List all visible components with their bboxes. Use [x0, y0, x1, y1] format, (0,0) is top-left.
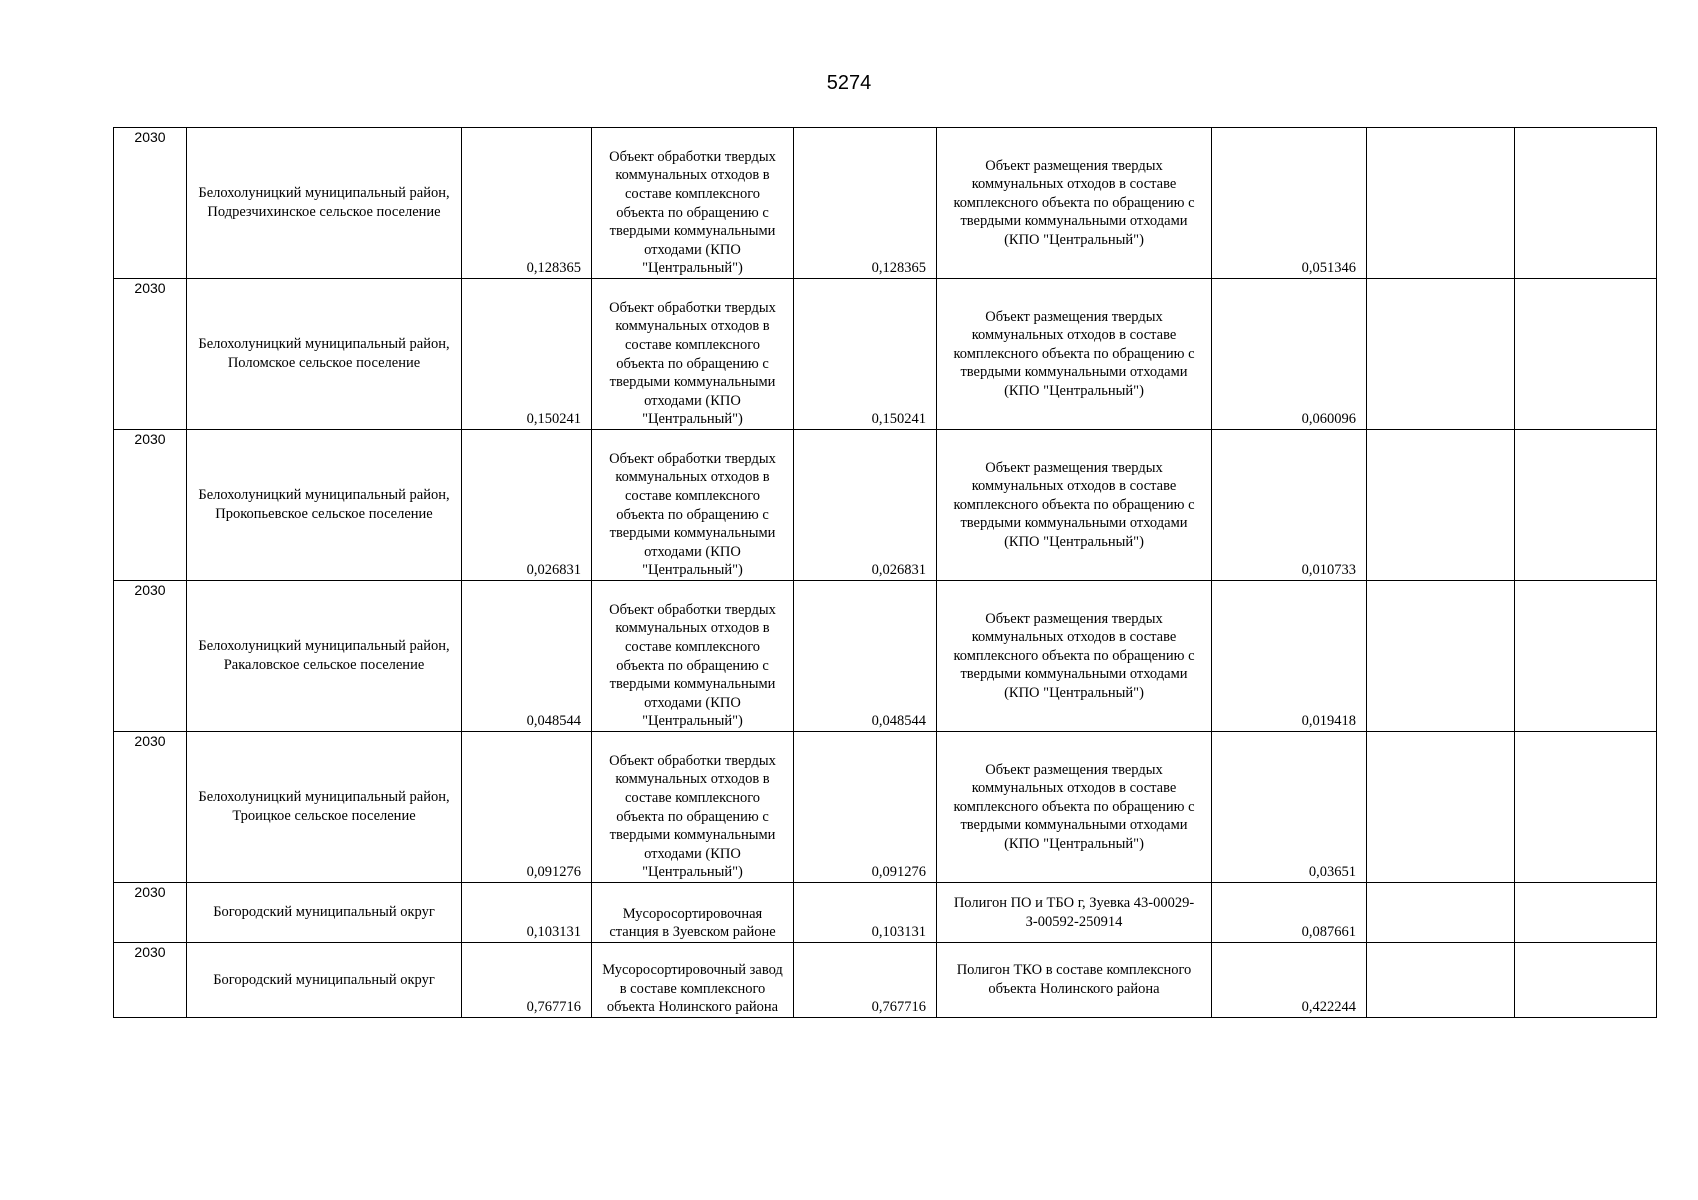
empty-cell [1515, 883, 1657, 943]
placement-object-cell: Объект размещения твердых коммунальных отходов в составе комплексного объекта по обращению с твердыми коммунальными отходами (КПО "Центральный") [937, 581, 1212, 732]
volume-cell: 0,767716 [462, 943, 592, 1018]
table-row [114, 883, 1657, 943]
empty-cell [1515, 581, 1657, 732]
volume-cell: 0,091276 [462, 732, 592, 883]
empty-cell [1515, 732, 1657, 883]
empty-cell [1515, 430, 1657, 581]
table-row [114, 581, 1657, 732]
empty-cell [1367, 732, 1515, 883]
processing-object-cell: Объект обработки твердых коммунальных отходов в составе комплексного объекта по обращению с твердыми коммунальными отходами (КПО "Центральный") [592, 581, 794, 732]
placement-object-cell: Полигон ТКО в составе комплексного объекта Нолинского района [937, 943, 1212, 1018]
year-cell: 2030 [114, 430, 187, 581]
placement-object-cell: Объект размещения твердых коммунальных отходов в составе комплексного объекта по обращению с твердыми коммунальными отходами (КПО "Центральный") [937, 732, 1212, 883]
volume-cell: 0,103131 [794, 883, 937, 943]
year-cell: 2030 [114, 943, 187, 1018]
territory-cell: Белохолуницкий муниципальный район, Ракаловское сельское поселение [187, 581, 462, 732]
processing-object-cell: Мусоросортировочный завод в составе комплексного объекта Нолинского района [592, 943, 794, 1018]
volume-cell: 0,048544 [794, 581, 937, 732]
volume-cell: 0,150241 [462, 279, 592, 430]
volume-cell: 0,103131 [462, 883, 592, 943]
empty-cell [1515, 128, 1657, 279]
volume-cell: 0,091276 [794, 732, 937, 883]
volume-cell: 0,128365 [794, 128, 937, 279]
empty-cell [1515, 279, 1657, 430]
volume-cell: 0,422244 [1212, 943, 1367, 1018]
volume-cell: 0,767716 [794, 943, 937, 1018]
processing-object-cell: Объект обработки твердых коммунальных отходов в составе комплексного объекта по обращению с твердыми коммунальными отходами (КПО "Центральный") [592, 732, 794, 883]
table-row [114, 279, 1657, 430]
volume-cell: 0,060096 [1212, 279, 1367, 430]
volume-cell: 0,019418 [1212, 581, 1367, 732]
territory-cell: Белохолуницкий муниципальный район, Троицкое сельское поселение [187, 732, 462, 883]
year-cell: 2030 [114, 732, 187, 883]
empty-cell [1367, 943, 1515, 1018]
processing-object-cell: Объект обработки твердых коммунальных отходов в составе комплексного объекта по обращению с твердыми коммунальными отходами (КПО "Центральный") [592, 430, 794, 581]
territory-cell: Богородский муниципальный округ [187, 943, 462, 1018]
processing-object-cell: Объект обработки твердых коммунальных отходов в составе комплексного объекта по обращению с твердыми коммунальными отходами (КПО "Центральный") [592, 279, 794, 430]
volume-cell: 0,010733 [1212, 430, 1367, 581]
volume-cell: 0,026831 [794, 430, 937, 581]
processing-object-cell: Мусоросортировочная станция в Зуевском районе [592, 883, 794, 943]
table-row [114, 943, 1657, 1018]
page-number: 5274 [826, 72, 872, 94]
volume-cell: 0,051346 [1212, 128, 1367, 279]
volume-cell: 0,026831 [462, 430, 592, 581]
volume-cell: 0,087661 [1212, 883, 1367, 943]
waste-flow-table [113, 127, 1657, 1018]
placement-object-cell: Объект размещения твердых коммунальных отходов в составе комплексного объекта по обращению с твердыми коммунальными отходами (КПО "Центральный") [937, 279, 1212, 430]
territory-cell: Белохолуницкий муниципальный район, Прокопьевское сельское поселение [187, 430, 462, 581]
processing-object-cell: Объект обработки твердых коммунальных отходов в составе комплексного объекта по обращению с твердыми коммунальными отходами (КПО "Центральный") [592, 128, 794, 279]
volume-cell: 0,128365 [462, 128, 592, 279]
empty-cell [1367, 883, 1515, 943]
table-row [114, 430, 1657, 581]
placement-object-cell: Объект размещения твердых коммунальных отходов в составе комплексного объекта по обращению с твердыми коммунальными отходами (КПО "Центральный") [937, 430, 1212, 581]
territory-cell: Белохолуницкий муниципальный район, Подрезчихинское сельское поселение [187, 128, 462, 279]
empty-cell [1367, 430, 1515, 581]
empty-cell [1515, 943, 1657, 1018]
placement-object-cell: Объект размещения твердых коммунальных отходов в составе комплексного объекта по обращению с твердыми коммунальными отходами (КПО "Центральный") [937, 128, 1212, 279]
year-cell: 2030 [114, 128, 187, 279]
table-row [114, 732, 1657, 883]
year-cell: 2030 [114, 279, 187, 430]
volume-cell: 0,150241 [794, 279, 937, 430]
volume-cell: 0,03651 [1212, 732, 1367, 883]
territory-cell: Богородский муниципальный округ [187, 883, 462, 943]
volume-cell: 0,048544 [462, 581, 592, 732]
empty-cell [1367, 128, 1515, 279]
empty-cell [1367, 581, 1515, 732]
placement-object-cell: Полигон ПО и ТБО г, Зуевка 43-00029-З-00592-250914 [937, 883, 1212, 943]
table-row [114, 128, 1657, 279]
year-cell: 2030 [114, 581, 187, 732]
empty-cell [1367, 279, 1515, 430]
territory-cell: Белохолуницкий муниципальный район, Поломское сельское поселение [187, 279, 462, 430]
year-cell: 2030 [114, 883, 187, 943]
